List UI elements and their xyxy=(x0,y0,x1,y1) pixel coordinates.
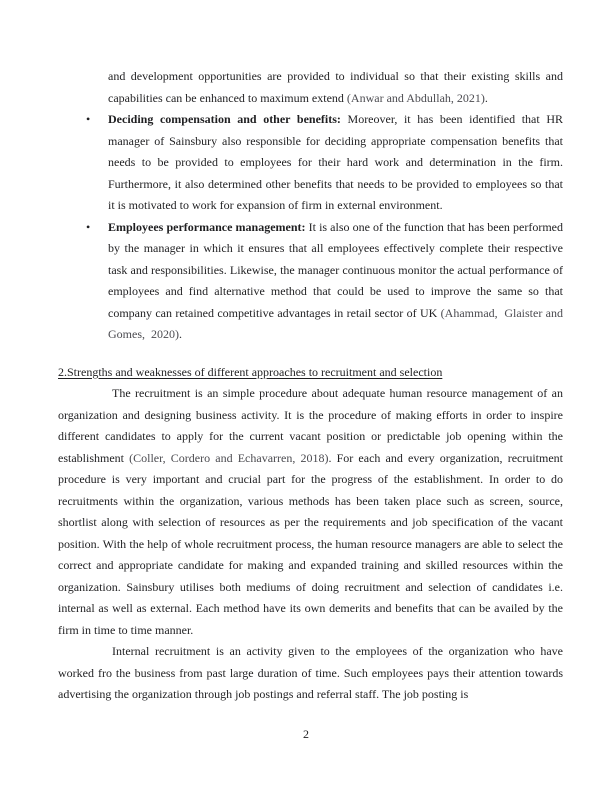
bullet-item xyxy=(86,109,563,217)
bold-lead-in: Deciding compensation and other benefits: xyxy=(108,112,341,126)
citation-text: (Anwar and Abdullah, 2021) xyxy=(346,90,485,105)
body-paragraph xyxy=(58,383,563,641)
bullet-icon: • xyxy=(86,112,91,126)
body-paragraph xyxy=(58,641,563,706)
body-text: . xyxy=(179,327,182,341)
citation-text: (Ahammad, Glaister and Gomes, 2020) xyxy=(108,305,564,341)
paragraph-continuation xyxy=(108,66,563,109)
body-text: The recruitment is an simple procedure about adequate human resource management of an organization and designing business activity. It is the procedure of making efforts in order to inspire different candidates to apply for the current vacant position or predictable job opening within the establishment xyxy=(58,386,563,465)
section-heading xyxy=(58,362,563,384)
citation-text: (Coller, Cordero and Echavarren, 2018) xyxy=(129,450,329,465)
page-footer xyxy=(0,724,612,746)
body-text: and development opportunities are provided to individual so that their existing skills and capabilities can be enhanced to maximum extend xyxy=(108,69,563,105)
body-text: Internal recruitment is an activity given to the employees of the organization who have worked fro the business from past large duration of time. Such employees pays their attention towards advertising the organization through job postings and referral staff. The job posting is xyxy=(58,644,563,701)
bullet-item xyxy=(86,217,564,346)
body-text: . For each and every organization, recruitment procedure is very important and crucial part for the progress of the establishment. In order to do recruitments within the organization, various methods has been taken place such as screen, source, shortlist along with selection of resources as per the requirements and job specification of the vacant position. With the help of whole recruitment process, the human resource managers are able to select the correct and appropriate candidate for making and expanded training and skilled resources within the organization. Sainsbury utilises both mediums of doing recruitment and selection of candidates i.e. internal as well as external. Each method have its own demerits and benefits that can be availed by the firm in time to time manner. xyxy=(58,450,564,637)
body-text: . xyxy=(484,90,488,105)
body-text: Moreover, it has been identified that HR manager of Sainsbury also responsible for deciding appropriate compensation benefits that needs to be provided to employees for their hard work and determination in the firm. Furthermore, it also determined other benefits that needs to be provided to employees so that it is motivated to work for expansion of firm in external environment. xyxy=(108,112,563,212)
body-text: It is also one of the function that has been performed by the manager in which it ensures that all employees effectively complete their respective task and responsibilities. Likewise, the manager continuous monitor the actual performance of employees and find alternative method that could be used to improve the same so that company can retained competitive advantages in retail sector of UK xyxy=(108,219,563,320)
bullet-icon: • xyxy=(86,219,91,234)
document-content xyxy=(58,66,563,706)
bold-lead-in: Employees performance management: xyxy=(108,219,306,234)
page-number: 2 xyxy=(303,727,309,741)
body-text: 2.Strengths and weaknesses of different approaches to recruitment and selection xyxy=(58,364,443,379)
